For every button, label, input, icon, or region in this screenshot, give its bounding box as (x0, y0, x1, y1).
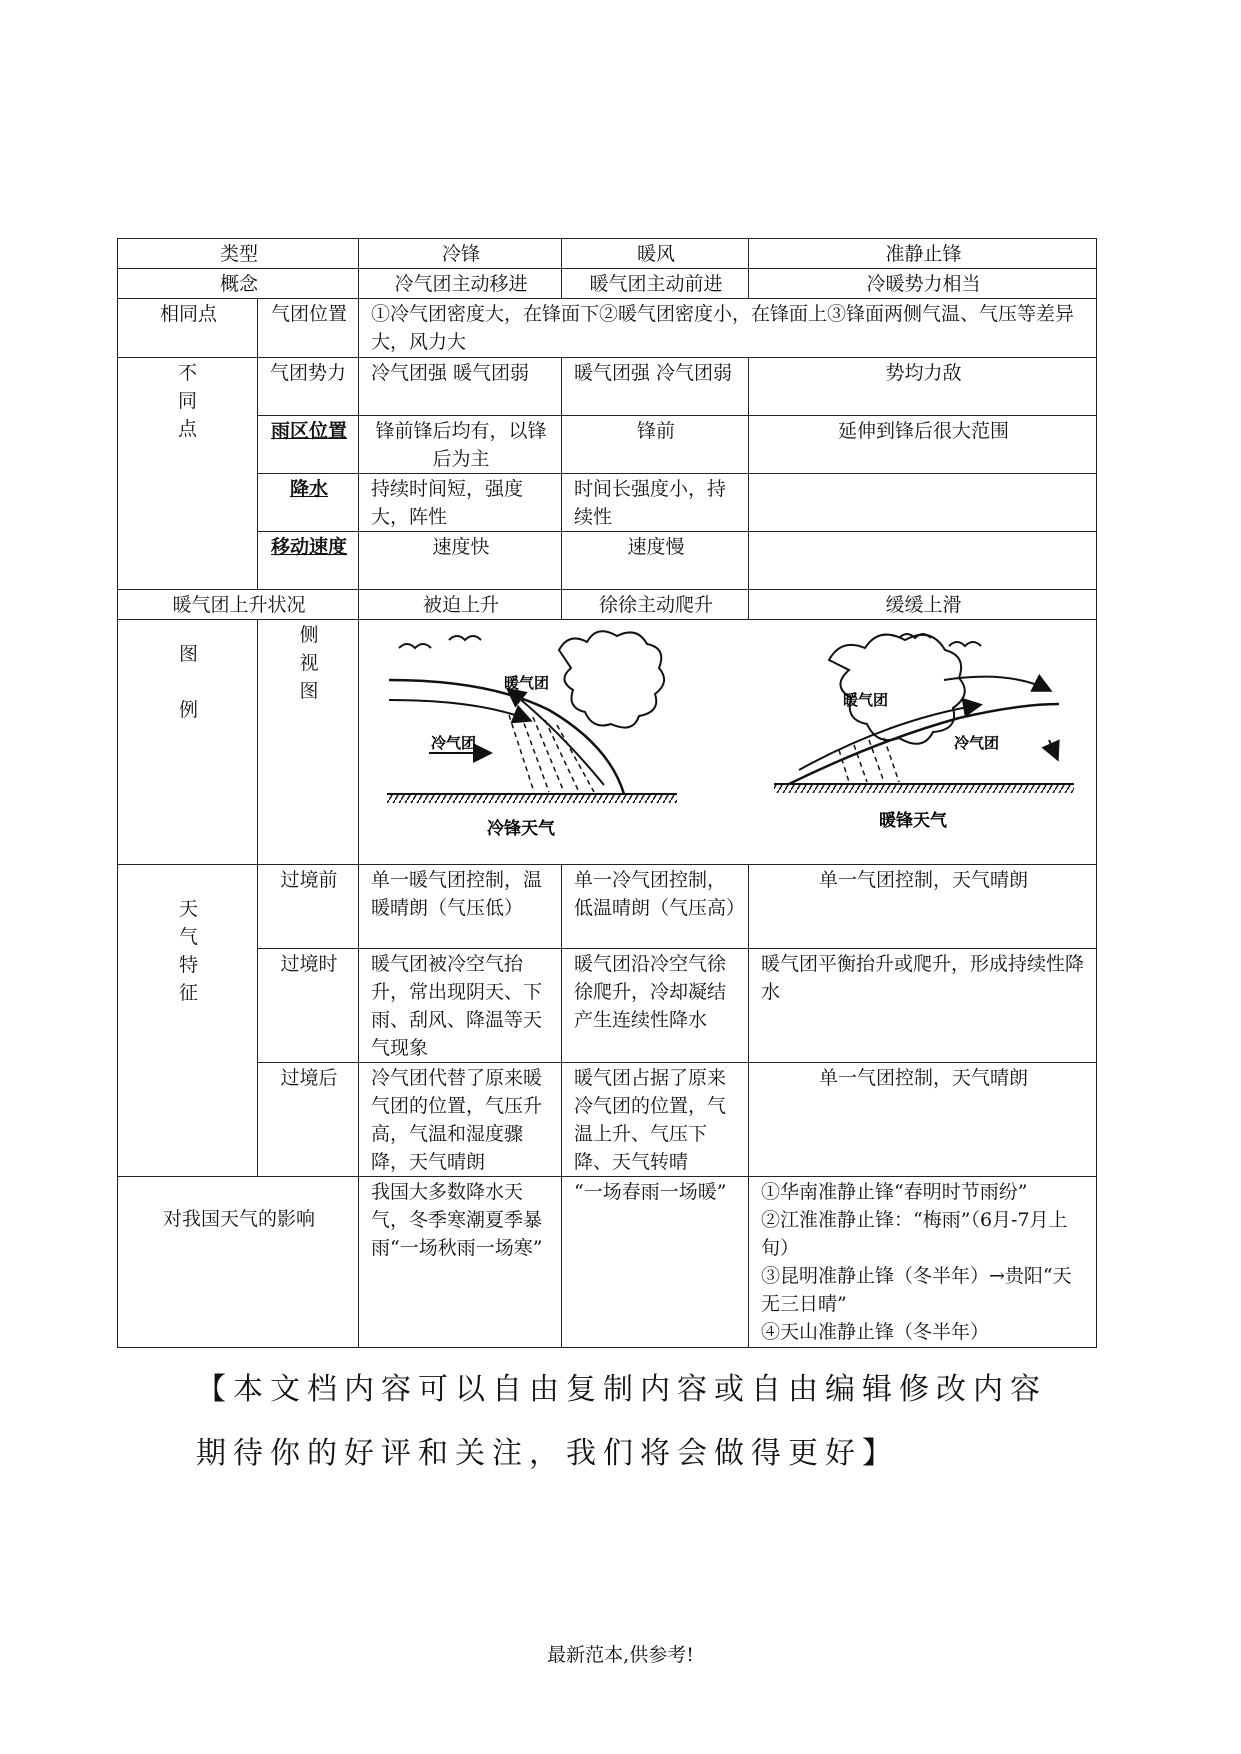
cold-wave-2 (449, 636, 481, 640)
cold-cloud (559, 631, 664, 727)
weather-warm-1: 暖气团沿冷空气徐徐爬升，冷却凝结产生连续性降水 (562, 949, 749, 1063)
diff-stationary-2 (749, 474, 1097, 532)
diff-warm-2: 时间长强度小，持续性 (562, 474, 749, 532)
diff-cold-0: 冷气团强 暖气团弱 (359, 358, 562, 416)
cold-upper-arrow (389, 700, 529, 720)
weather-stationary-0: 单一气团控制，天气晴朗 (749, 865, 1097, 949)
diff-cold-1: 锋前锋后均有，以锋后为主 (359, 416, 562, 474)
cold-front-caption: 冷锋天气 (487, 819, 556, 838)
diff-sub-3: 移动速度 (258, 532, 359, 590)
impact-stationary-item: ③昆明准静止锋（冬半年）→贵阳“天无三日晴” (761, 1265, 1072, 1315)
front-comparison-table (117, 238, 1097, 1348)
rise-cold: 被迫上升 (359, 590, 562, 620)
warm-front-surface (789, 704, 1059, 784)
header-type: 类型 (118, 239, 359, 269)
weather-cold-1: 暖气团被冷空气抬升，常出现阴天、下雨、刮风、降温等天气现象 (359, 949, 562, 1063)
impact-stationary-item: ②江淮准静止锋：“梅雨”（6月-7月上旬） (761, 1209, 1068, 1259)
diff-stationary-3 (749, 532, 1097, 590)
warm-diagram-cold-air-label: 冷气团 (954, 735, 1000, 752)
impact-stationary-item: ④天山准静止锋（冬半年） (761, 1321, 990, 1343)
rise-stationary: 缓缓上滑 (749, 590, 1097, 620)
concept-label: 概念 (118, 269, 359, 299)
diff-cold-2: 持续时间短，强度大，阵性 (359, 474, 562, 532)
diff-warm-1: 锋前 (562, 416, 749, 474)
front-diagrams (359, 620, 1097, 865)
diff-sub-1: 雨区位置 (258, 416, 359, 474)
cold-front-diagram (387, 631, 677, 838)
weather-label-text: 天气特征 (179, 898, 199, 1004)
diff-label (118, 358, 258, 590)
same-sub-label: 气团位置 (258, 299, 359, 358)
same-label: 相同点 (118, 299, 258, 358)
diff-warm-0: 暖气团强 冷气团弱 (562, 358, 749, 416)
cold-wave-1 (399, 644, 431, 648)
warm-ground-hatch (774, 784, 1074, 793)
impact-label: 对我国天气的影响 (118, 1177, 359, 1348)
diff-sub-0: 气团势力 (258, 358, 359, 416)
diff-cold-3: 速度快 (359, 532, 562, 590)
warm-rise-arrow (799, 705, 979, 770)
header-stationary-front: 准静止锋 (749, 239, 1097, 269)
header-cold-front: 冷锋 (359, 239, 562, 269)
diff-warm-3: 速度慢 (562, 532, 749, 590)
concept-stationary: 冷暖势力相当 (749, 269, 1097, 299)
header-warm-front: 暖风 (562, 239, 749, 269)
weather-label (118, 865, 258, 1177)
weather-sub-1: 过境时 (258, 949, 359, 1063)
cold-diagram-cold-air-label: 冷气团 (431, 735, 477, 752)
editable-note: 【本文档内容可以自由复制内容或自由编辑修改内容期待你的好评和关注，我们将会做得更好】 (196, 1372, 1047, 1471)
rise-label: 暖气团上升状况 (118, 590, 359, 620)
impact-stationary-item: ①华南准静止锋“春明时节雨纷” (761, 1181, 1028, 1203)
warm-cold-air-arrow (1049, 740, 1057, 758)
cold-ground-hatch (387, 794, 677, 803)
weather-stationary-1: 暖气团平衡抬升或爬升，形成持续性降水 (749, 949, 1097, 1063)
legend-sub (258, 620, 359, 865)
cold-diagram-warm-air-label: 暖气团 (504, 675, 550, 692)
weather-cold-0: 单一暖气团控制，温暖晴朗（气压低） (359, 865, 562, 949)
legend-sub-text: 侧视图 (299, 624, 319, 702)
weather-warm-0: 单一冷气团控制，低温晴朗（气压高） (562, 865, 749, 949)
weather-stationary-2: 单一气团控制，天气晴朗 (749, 1063, 1097, 1177)
weather-sub-0: 过境前 (258, 865, 359, 949)
impact-cold: 我国大多数降水天气，冬季寒潮夏季暴雨“一场秋雨一场寒” (359, 1177, 562, 1348)
warm-cloud (829, 635, 965, 744)
warm-front-diagram (774, 634, 1074, 830)
concept-warm: 暖气团主动前进 (562, 269, 749, 299)
page-footer: 最新范本,供参考! (547, 1644, 694, 1666)
same-text: ①冷气团密度大，在锋面下②暖气团密度小，在锋面上③锋面两侧气温、气压等差异大，风力大 (359, 299, 1097, 358)
weather-cold-2: 冷气团代替了原来暖气团的位置，气压升高，气温和湿度骤降，天气晴朗 (359, 1063, 562, 1177)
warm-diagram-warm-air-label: 暖气团 (843, 692, 889, 709)
diff-stationary-0: 势均力敌 (749, 358, 1097, 416)
impact-warm: “一场春雨一场暖” (562, 1177, 749, 1348)
warm-wave-2 (949, 642, 981, 646)
impact-stationary (749, 1177, 1097, 1348)
weather-warm-2: 暖气团占据了原来冷气团的位置，气温上升、气压下降、天气转晴 (562, 1063, 749, 1177)
diff-label-text: 不同点 (178, 362, 198, 440)
diff-stationary-1: 延伸到锋后很大范围 (749, 416, 1097, 474)
legend-label (118, 620, 258, 865)
cold-warm-rise-arrow (509, 690, 604, 785)
rise-warm: 徐徐主动爬升 (562, 590, 749, 620)
front-diagrams-svg (359, 620, 1113, 862)
weather-sub-2: 过境后 (258, 1063, 359, 1177)
concept-cold: 冷气团主动移进 (359, 269, 562, 299)
legend-label-text: 图例 (179, 643, 199, 721)
diff-sub-2: 降水 (258, 474, 359, 532)
warm-front-caption: 暖锋天气 (879, 811, 948, 830)
cold-front-surface (389, 680, 624, 794)
